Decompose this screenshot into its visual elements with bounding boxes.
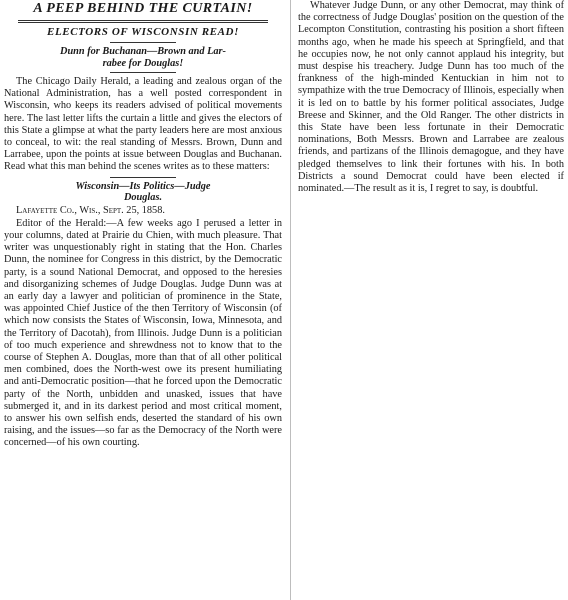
subhead-rule (110, 42, 177, 43)
left-column (4, 0, 282, 450)
deck-line-1: Dunn for Buchanan—Brown and Lar- (60, 46, 226, 57)
deck-line-2: rabee for Douglas! (102, 57, 184, 69)
column-divider (290, 0, 291, 600)
deck-rule (110, 72, 177, 73)
letter-head-line-2: Douglas. (123, 192, 163, 204)
dateline: Lafayette Co., Wis., Sept. 25, 1858. (16, 204, 165, 216)
right-column (298, 0, 564, 195)
letter-paragraph-1: Editor of the Herald:—A few weeks ago I perused a letter in your columns, dated at Prairie du Chien, with much pleasure. That writer was unquestionably right in stating that the Hon. Charles Dunn, the nominee for Congress in this district, by the Democratic party, is a sound National Democrat, and opposed to the heresies and disorganizing schemes of Judge Douglas. Judge Dunn was at an early day a lawyer and politician of prominence in the State, was appointed Chief Justice of the then Territory of Wisconsin (of which now consists the States of Wisconsin, Iowa, Minnesota, and the Territory of Dacotah), from Illinois. Judge Dunn is a politician of too much experience and shrewdness not to know that to the course of Stephen A. Douglas, more than that of all other political men combined, does the North-west owe its present humiliating and anti-Democratic position—that he forced upon the Democratic party of the North, unbidden and unasked, issues that have submerged it, and in its darkest period and most critical moment, to answer his own selfish ends, deserted the standard of his own raising, and the issues—so far as the Democracy of the North were concerned—of his own courting. (4, 217, 282, 449)
subhead: ELECTORS OF WISCONSIN READ! (47, 26, 239, 38)
headline: A PEEP BEHIND THE CURTAIN! (33, 1, 253, 16)
intro-rule (110, 177, 177, 178)
letter-paragraph-2: Whatever Judge Dunn, or any other Democrat, may think of the correctness of Judge Douglas' position on the question of the Lecompton Constitution, contrasting his position a short fifteen months ago, when he made his speech at Springfield, and that he occupies now, he not only cannot applaud his integrity, but must despise his treachery. Judge Dunn has too much of the frankness of the high-minded Kentuckian in him not to sympathize with the true Democracy of Illinois, especially when it is led on to battle by his former political associates, Judge Breese and Skinner, and the Old Ranger. The other districts in this State have been less fortunate in their Democratic nominations, Both Messrs. Brown and Larrabee are zealous friends, and partizans of the Illinois demagogue, and they have pledged themselves to link their fortunes with his. In both Districts a sound Democrat could have been elected if nominated.—The result as it is, I regret to say, is doubtful. (298, 0, 564, 195)
headline-rule (18, 20, 268, 23)
intro-paragraph: The Chicago Daily Herald, a leading and zealous organ of the National Administration, has a well posted correspondent in Wisconsin, who keeps its readers advised of political movements here. The last letter lifts the curtain a little and gives the electors of this State a glimpse at what the party leaders here are most anxious to conceal, to wit: the real standing of Messrs. Brown, Dunn and Larrabee, upon the points at issue between Douglas and Buchanan. Read what this man behind the scenes writes as to these matters: (4, 76, 282, 173)
letter-head-line-1: Wisconsin—Its Politics—Judge (75, 180, 211, 192)
